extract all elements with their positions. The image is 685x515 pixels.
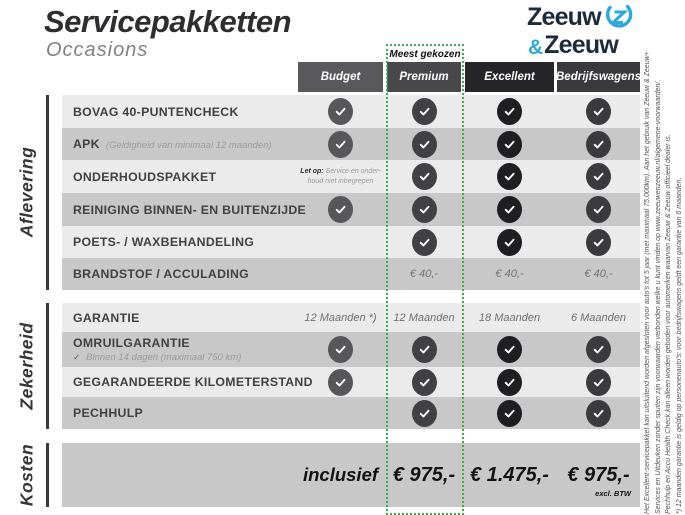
table-row [62, 443, 640, 507]
row-label: BRANDSTOF / ACCULADING [73, 267, 249, 281]
table-row [62, 160, 640, 193]
table-row [62, 226, 640, 258]
cell-bedrijfswagens: € 40,- [557, 258, 640, 290]
table-row [62, 258, 640, 290]
price-subtext: excl. BTW [595, 489, 631, 498]
section-label-zekerheid: Zekerheid [17, 322, 38, 409]
check-icon [328, 98, 353, 125]
check-icon [497, 369, 522, 396]
check-icon [586, 336, 611, 363]
note-bold: Let op: [300, 168, 323, 175]
check-icon [586, 400, 611, 427]
check-icon [586, 163, 611, 190]
check-icon [497, 131, 522, 158]
check-icon [412, 369, 437, 396]
cell-bedrijfswagens [557, 128, 640, 160]
cell-premium [387, 332, 461, 367]
cell-budget [298, 397, 383, 429]
footnote-line: *) 12 maanden garantie is geldig op personenauto's; voor bedrijfswagens geldt een garantie van 6 maanden. [675, 0, 685, 514]
check-icon [412, 163, 437, 190]
column-header-premium: Premium [387, 62, 461, 92]
check-icon [586, 229, 611, 256]
page-title: Servicepakketten [44, 4, 291, 40]
check-icon [328, 131, 353, 158]
section-label-kosten: Kosten [17, 444, 38, 506]
cell-premium [387, 128, 461, 160]
footnote-line: Het Excellent-servicepakket kan uitsluitend worden afgesloten voor auto's tot 5 jaar (met maximaal 75.000km). Aan het gebruik van Zeeuw & Zeeuw+ [643, 0, 654, 514]
row-label-block [73, 128, 272, 160]
cell-budget [298, 443, 383, 507]
row-label-block [73, 332, 241, 367]
cell-bedrijfswagens [557, 160, 640, 193]
footnote-line: Pechhulp en Accu Health Check kan alleen worden geboden voor automerken waarvan Zeeuw & Zeeuw officieel dealer is. [664, 0, 675, 514]
cell-excellent [465, 95, 554, 128]
check-icon [497, 196, 522, 223]
check-icon [412, 336, 437, 363]
check-icon [497, 98, 522, 125]
table-row [62, 128, 640, 160]
column-header-budget: Budget [298, 62, 383, 92]
row-sublabel: (Geldigheid van minimaal 12 maanden) [106, 140, 272, 151]
cell-bedrijfswagens: 6 Maanden [557, 303, 640, 332]
check-icon [497, 400, 522, 427]
row-label: REINIGING BINNEN- EN BUITENZIJDE [73, 203, 306, 217]
check-icon [412, 196, 437, 223]
row-subline: ✓ Binnen 14 dagen (maximaal 750 km) [73, 352, 241, 363]
cell-excellent [465, 193, 554, 226]
table-row [62, 397, 640, 429]
row-label-block [73, 397, 143, 429]
cell-premium [387, 226, 461, 258]
row-label: PECHHULP [73, 406, 143, 420]
cell-budget [298, 128, 383, 160]
check-icon [497, 229, 522, 256]
check-icon [412, 131, 437, 158]
cell-excellent [465, 367, 554, 397]
row-label-block [73, 160, 216, 193]
cell-budget [298, 160, 383, 193]
row-label: OMRUILGARANTIE [73, 336, 190, 350]
cell-bedrijfswagens [557, 193, 640, 226]
rows-aflevering [62, 95, 640, 290]
check-icon [412, 98, 437, 125]
section-bar-zekerheid [46, 303, 49, 429]
cell-excellent: € 40,- [465, 258, 554, 290]
cell-budget [298, 332, 383, 367]
cell-excellent [465, 128, 554, 160]
row-label-block [73, 367, 313, 397]
table-row [62, 303, 640, 332]
price-value: € 1.475,- [470, 464, 549, 487]
table-row [62, 367, 640, 397]
cell-budget [298, 367, 383, 397]
cell-excellent [465, 443, 554, 507]
cell-premium: 12 Maanden [387, 303, 461, 332]
footnote-fine-print [640, 0, 685, 514]
cell-premium [387, 193, 461, 226]
row-label-block [73, 258, 249, 290]
cell-budget [298, 193, 383, 226]
check-icon [328, 336, 353, 363]
column-header-bedrijfswagens: Bedrijfswagens [557, 62, 640, 92]
section-bar-kosten [46, 443, 49, 507]
cell-budget [298, 258, 383, 290]
rows-kosten [62, 443, 640, 507]
row-label: APK [73, 137, 100, 151]
row-label-block [73, 303, 140, 332]
check-icon [497, 163, 522, 190]
cell-premium [387, 397, 461, 429]
cell-bedrijfswagens [557, 397, 640, 429]
row-label: GEGARANDEERDE KILOMETERSTAND [73, 375, 313, 389]
cell-excellent: 18 Maanden [465, 303, 554, 332]
check-icon [412, 229, 437, 256]
logo-ampersand: & [528, 37, 543, 58]
row-label: BOVAG 40-PUNTENCHECK [73, 105, 239, 119]
check-icon [497, 336, 522, 363]
cell-budget [298, 226, 383, 258]
check-icon [586, 98, 611, 125]
row-label: ONDERHOUDSPAKKET [73, 170, 216, 184]
cell-bedrijfswagens [557, 443, 640, 507]
section-label-aflevering: Aflevering [17, 147, 38, 238]
note-text: Let op: Service en onder- houd niet inbegrepen [298, 167, 383, 185]
check-icon [328, 196, 353, 223]
logo-word-1: Zeeuw [527, 5, 601, 30]
check-icon [586, 369, 611, 396]
row-label: POETS- / WAXBEHANDELING [73, 235, 254, 249]
logo-word-2: Zeeuw [544, 33, 618, 58]
cell-budget [298, 95, 383, 128]
cell-excellent [465, 397, 554, 429]
check-icon [586, 196, 611, 223]
most-chosen-badge: Meest gekozen [388, 46, 462, 62]
zeeuw-en-zeeuw-logo [527, 5, 633, 58]
column-header-excellent: Excellent [465, 62, 554, 92]
page-subtitle: Occasions [46, 39, 148, 62]
price-value: € 975,- [567, 464, 629, 487]
cell-bedrijfswagens [557, 95, 640, 128]
row-label-block [73, 226, 254, 258]
cell-premium [387, 95, 461, 128]
zeeuw-swirl-z-icon [603, 2, 633, 32]
check-icon [586, 131, 611, 158]
table-row [62, 193, 640, 226]
cell-excellent [465, 332, 554, 367]
section-bar-aflevering [46, 95, 49, 290]
row-label-block [73, 95, 239, 128]
cell-premium [387, 160, 461, 193]
table-row [62, 95, 640, 128]
cell-bedrijfswagens [557, 367, 640, 397]
cell-budget: 12 Maanden *) [298, 303, 383, 332]
row-label-block [73, 193, 306, 226]
row-label: GARANTIE [73, 311, 140, 325]
cell-excellent [465, 160, 554, 193]
check-icon [328, 369, 353, 396]
cell-excellent [465, 226, 554, 258]
table-row [62, 332, 640, 367]
cell-premium [387, 443, 461, 507]
check-small-icon: ✓ [73, 353, 80, 363]
check-icon [412, 400, 437, 427]
rows-zekerheid [62, 303, 640, 429]
cell-bedrijfswagens [557, 332, 640, 367]
price-value: inclusief [303, 464, 378, 486]
cell-bedrijfswagens [557, 226, 640, 258]
cell-premium: € 40,- [387, 258, 461, 290]
cell-premium [387, 367, 461, 397]
price-value: € 975,- [393, 464, 455, 487]
footnote-line: Services en Uitdeuken zonder spuiten zijn voorwaarden verbonden welke u kunt vinden op www.zeeuwenzeeuw.nl/algemene-voorwaarden/. [654, 0, 665, 514]
